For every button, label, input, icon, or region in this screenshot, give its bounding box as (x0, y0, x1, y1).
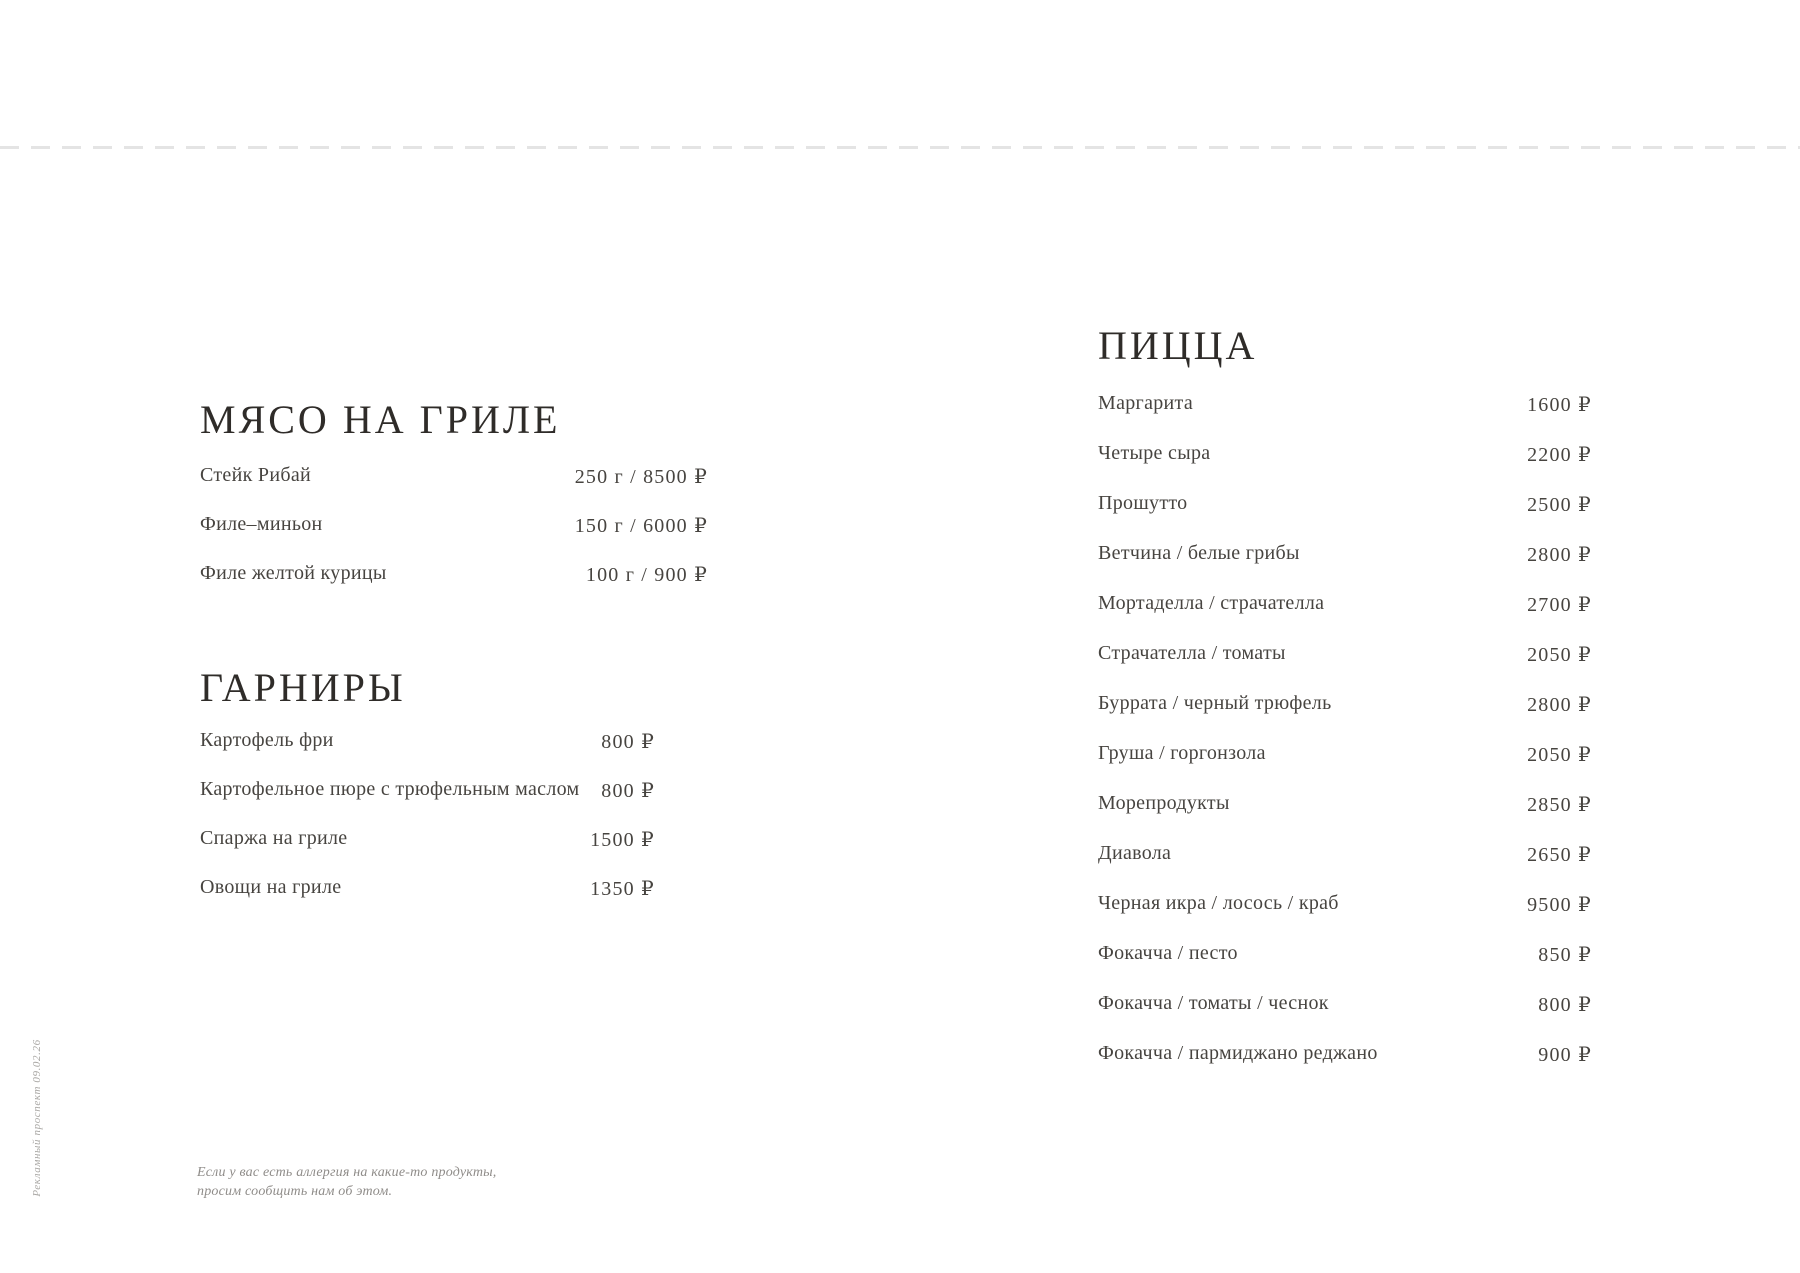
menu-item-row (1098, 439, 1592, 467)
section-items (200, 726, 655, 901)
menu-item-row (1098, 639, 1592, 667)
menu-item-row (1098, 789, 1592, 817)
menu-item-row (1098, 889, 1592, 917)
menu-item-row (1098, 589, 1592, 617)
dish-name: Четыре сыра (1098, 442, 1211, 464)
dish-price: 150 г / 6000 ₽ (574, 515, 708, 537)
dish-name: Картофель фри (200, 729, 334, 751)
dish-name: Буррата / черный трюфель (1098, 692, 1332, 714)
dish-price: 2050 ₽ (1527, 644, 1592, 666)
menu-item-row (1098, 939, 1592, 967)
dish-price: 2650 ₽ (1527, 844, 1592, 866)
dish-name: Груша / горгонзола (1098, 742, 1266, 764)
dish-price: 1500 ₽ (590, 829, 655, 851)
dish-name: Стейк Рибай (200, 464, 311, 486)
section-title-grilled-meat: МЯСО НА ГРИЛЕ (200, 397, 561, 442)
menu-item-row (200, 824, 655, 852)
dish-price: 800 ₽ (1538, 994, 1592, 1016)
dish-price: 900 ₽ (1538, 1044, 1592, 1066)
dish-price: 250 г / 8500 ₽ (574, 466, 708, 488)
dish-name: Черная икра / лосось / краб (1098, 892, 1339, 914)
dish-name: Филе–миньон (200, 513, 323, 535)
section-grilled-meat (200, 398, 708, 587)
dish-price: 2800 ₽ (1527, 694, 1592, 716)
dish-name: Страчателла / томаты (1098, 642, 1286, 664)
menu-item-row (1098, 989, 1592, 1017)
dish-name: Картофельное пюре с трюфельным маслом (200, 778, 580, 800)
dish-price: 2050 ₽ (1527, 744, 1592, 766)
dish-price: 850 ₽ (1538, 944, 1592, 966)
dish-price: 2700 ₽ (1527, 594, 1592, 616)
dish-name: Фокачча / пармиджано реджано (1098, 1042, 1378, 1064)
menu-item-row (1098, 489, 1592, 517)
menu-item-row (200, 726, 655, 754)
dish-price: 2500 ₽ (1527, 494, 1592, 516)
section-pizza (1098, 324, 1592, 1067)
dish-name: Фокачча / песто (1098, 942, 1238, 964)
dish-name: Овощи на гриле (200, 876, 342, 898)
menu-item-row (200, 775, 655, 803)
menu-item-row (200, 461, 708, 489)
section-items (1098, 389, 1592, 1067)
allergy-note-line1: Если у вас есть аллергия на какие-то продукты, (197, 1165, 497, 1180)
dish-name: Ветчина / белые грибы (1098, 542, 1300, 564)
side-note-vertical-text: Рекламный проспект 09.02.26 (31, 1039, 43, 1197)
menu-item-row (1098, 839, 1592, 867)
dish-name: Фокачча / томаты / чеснок (1098, 992, 1329, 1014)
dish-price: 9500 ₽ (1527, 894, 1592, 916)
dish-price: 2850 ₽ (1527, 794, 1592, 816)
dashed-separator (0, 146, 1800, 149)
section-items (200, 461, 708, 587)
section-title-pizza: ПИЦЦА (1098, 323, 1258, 368)
dish-name: Диавола (1098, 842, 1172, 864)
dish-price: 2200 ₽ (1527, 444, 1592, 466)
menu-item-row (200, 510, 708, 538)
dish-price: 800 ₽ (601, 731, 655, 753)
dish-price: 800 ₽ (601, 780, 655, 802)
menu-item-row (1098, 389, 1592, 417)
section-title-sides: ГАРНИРЫ (200, 665, 406, 710)
allergy-note-line2: просим сообщить нам об этом. (197, 1184, 393, 1199)
dish-price: 1350 ₽ (590, 878, 655, 900)
menu-item-row (200, 559, 708, 587)
dish-price: 100 г / 900 ₽ (585, 564, 708, 586)
menu-item-row (1098, 539, 1592, 567)
dish-name: Спаржа на гриле (200, 827, 348, 849)
section-sides (200, 666, 655, 901)
dish-name: Мортаделла / страчателла (1098, 592, 1325, 614)
dish-price: 2800 ₽ (1527, 544, 1592, 566)
menu-item-row (1098, 1039, 1592, 1067)
dish-name: Прошутто (1098, 492, 1188, 514)
dish-name: Филе желтой курицы (200, 562, 387, 584)
dish-name: Маргарита (1098, 392, 1194, 414)
dish-price: 1600 ₽ (1527, 394, 1592, 416)
allergy-note (197, 1163, 497, 1201)
menu-item-row (1098, 689, 1592, 717)
menu-item-row (1098, 739, 1592, 767)
dish-name: Морепродукты (1098, 792, 1230, 814)
menu-item-row (200, 873, 655, 901)
